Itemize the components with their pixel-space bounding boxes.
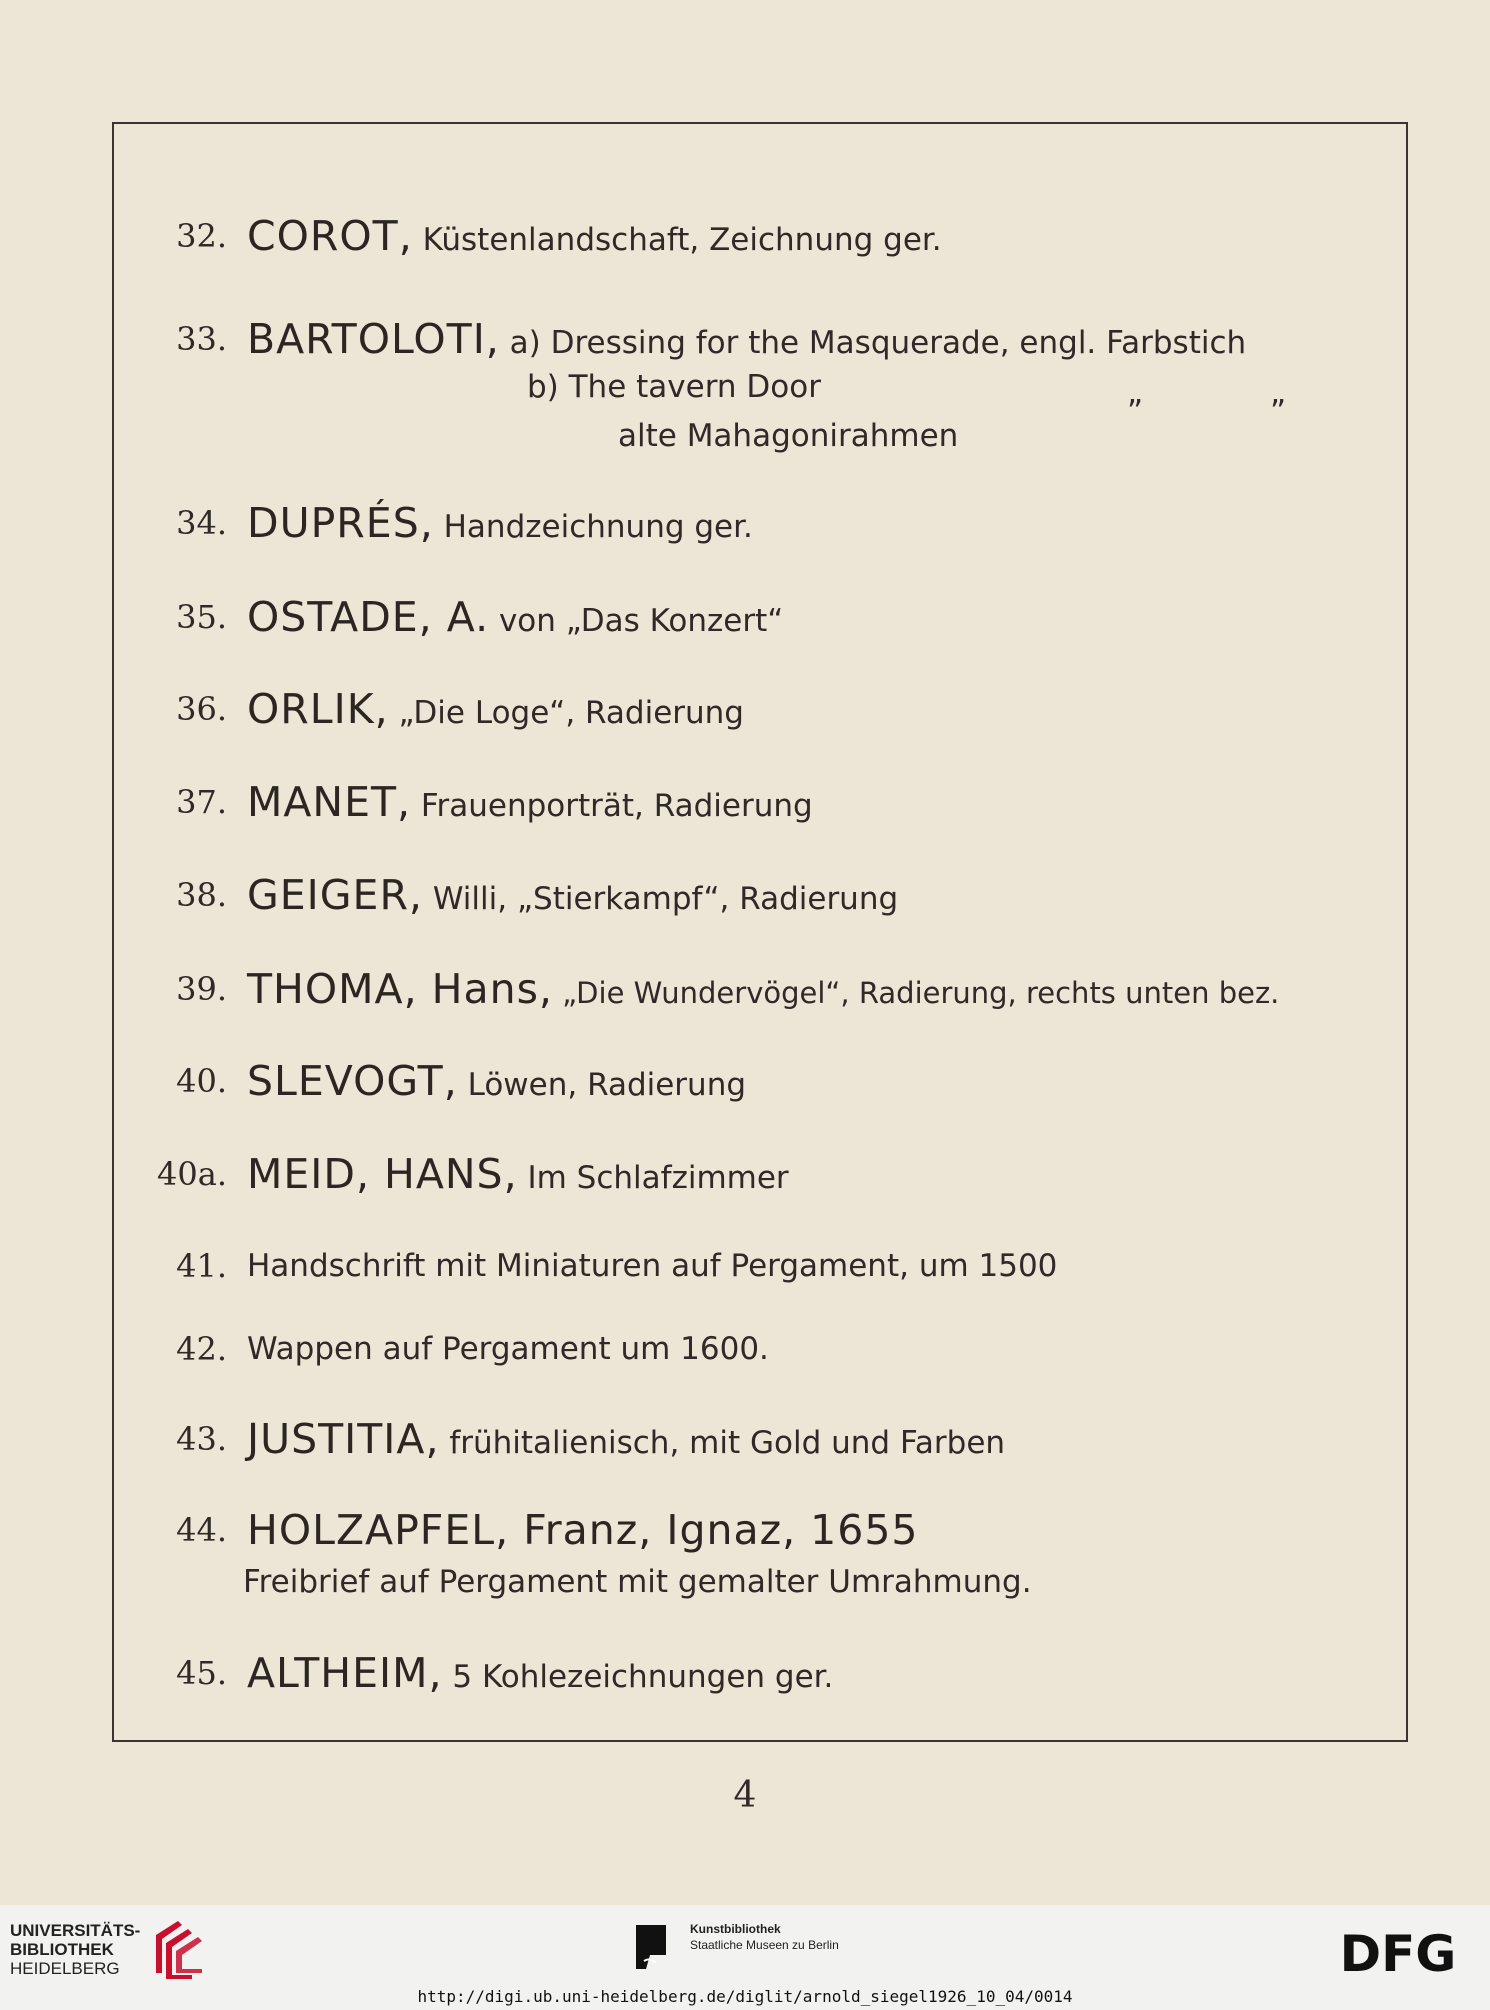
entry-number: 38.: [176, 876, 227, 914]
entry-description: frühitalienisch, mit Gold und Farben: [439, 1425, 1006, 1461]
entry-artist: COROT,: [247, 212, 413, 260]
entry-description: Willi, „Stierkampf“, Radierung: [422, 881, 899, 917]
entry-artist: OSTADE, A.: [247, 593, 490, 641]
logo-text-line: UNIVERSITÄTS-: [10, 1921, 141, 1940]
entry-sub-line: b) The tavern Door: [527, 369, 821, 405]
entry-description: a) Dressing for the Masquerade, engl. Farbstich: [499, 325, 1247, 361]
dfg-logo-text: DFG: [1339, 1927, 1457, 1977]
kunstbibliothek-logo[interactable]: [690, 1921, 839, 1953]
page-number: 4: [733, 1775, 757, 1816]
library-mark-icon: [148, 1915, 208, 1979]
entry-artist: ORLIK,: [247, 685, 389, 733]
logo-text-line: BIBLIOTHEK: [10, 1940, 114, 1959]
entry-number: 41.: [176, 1247, 227, 1285]
ditto-mark: „: [1270, 375, 1287, 411]
kunstbibliothek-logo-icon: [636, 1925, 666, 1969]
entry-artist: SLEVOGT,: [247, 1057, 458, 1105]
entry-number: 40a.: [157, 1155, 227, 1193]
entry-number: 39.: [176, 970, 227, 1008]
entry-number: 33.: [176, 320, 227, 358]
entry-description: Küstenlandschaft, Zeichnung ger.: [412, 222, 942, 258]
entry-description: Im Schlafzimmer: [517, 1160, 789, 1196]
entry-number: 36.: [176, 690, 227, 728]
entry-sub-line: Freibrief auf Pergament mit gemalter Umrahmung.: [243, 1564, 1032, 1600]
entry-number: 43.: [176, 1420, 227, 1458]
entry-description: von „Das Konzert“: [489, 603, 784, 639]
ditto-mark: „: [1127, 375, 1144, 411]
entry-sub-line: alte Mahagonirahmen: [618, 418, 959, 454]
entry-description: „Die Wundervögel“, Radierung, rechts unten bez.: [552, 976, 1280, 1010]
entry-artist: THOMA, Hans,: [247, 965, 553, 1013]
entry-artist: BARTOLOTI,: [247, 315, 500, 363]
entry-number: 44.: [176, 1511, 227, 1549]
entry-number: 32.: [176, 217, 227, 255]
entry-description: Handschrift mit Miniaturen auf Pergament, um 1500: [247, 1248, 1058, 1284]
entry-artist: GEIGER,: [247, 871, 423, 919]
entry-description: 5 Kohlezeichnungen ger.: [442, 1659, 834, 1695]
dfg-logo[interactable]: [1326, 1927, 1471, 1977]
entry-artist: JUSTITIA,: [247, 1415, 440, 1463]
entry-description: Wappen auf Pergament um 1600.: [247, 1331, 769, 1367]
permalink-url[interactable]: http://digi.ub.uni-heidelberg.de/diglit/arnold_siegel1926_10_04/0014: [417, 1987, 1073, 2006]
entry-number: 35.: [176, 598, 227, 636]
entry-description: Frauenporträt, Radierung: [411, 788, 813, 824]
heidelberg-library-logo[interactable]: [10, 1921, 140, 1978]
entry-artist: MANET,: [247, 778, 412, 826]
entry-description: Handzeichnung ger.: [433, 509, 753, 545]
logo-text-line: Kunstbibliothek: [690, 1922, 781, 1936]
entry-artist: DUPRÉS,: [247, 499, 434, 547]
entry-number: 34.: [176, 504, 227, 542]
entry-artist: MEID, HANS,: [247, 1150, 518, 1198]
entry-number: 37.: [176, 783, 227, 821]
viewer-footer: [0, 1905, 1490, 2010]
entry-artist: ALTHEIM,: [247, 1649, 443, 1697]
logo-text-line: HEIDELBERG: [10, 1959, 120, 1978]
entry-description: „Die Loge“, Radierung: [388, 695, 744, 731]
entry-description: Löwen, Radierung: [457, 1067, 747, 1103]
entry-number: 45.: [176, 1654, 227, 1692]
entry-number: 42.: [176, 1330, 227, 1368]
entry-artist: HOLZAPFEL, Franz, Ignaz, 1655: [247, 1506, 919, 1554]
entry-number: 40.: [176, 1062, 227, 1100]
logo-text-line: Staatliche Museen zu Berlin: [690, 1938, 839, 1952]
